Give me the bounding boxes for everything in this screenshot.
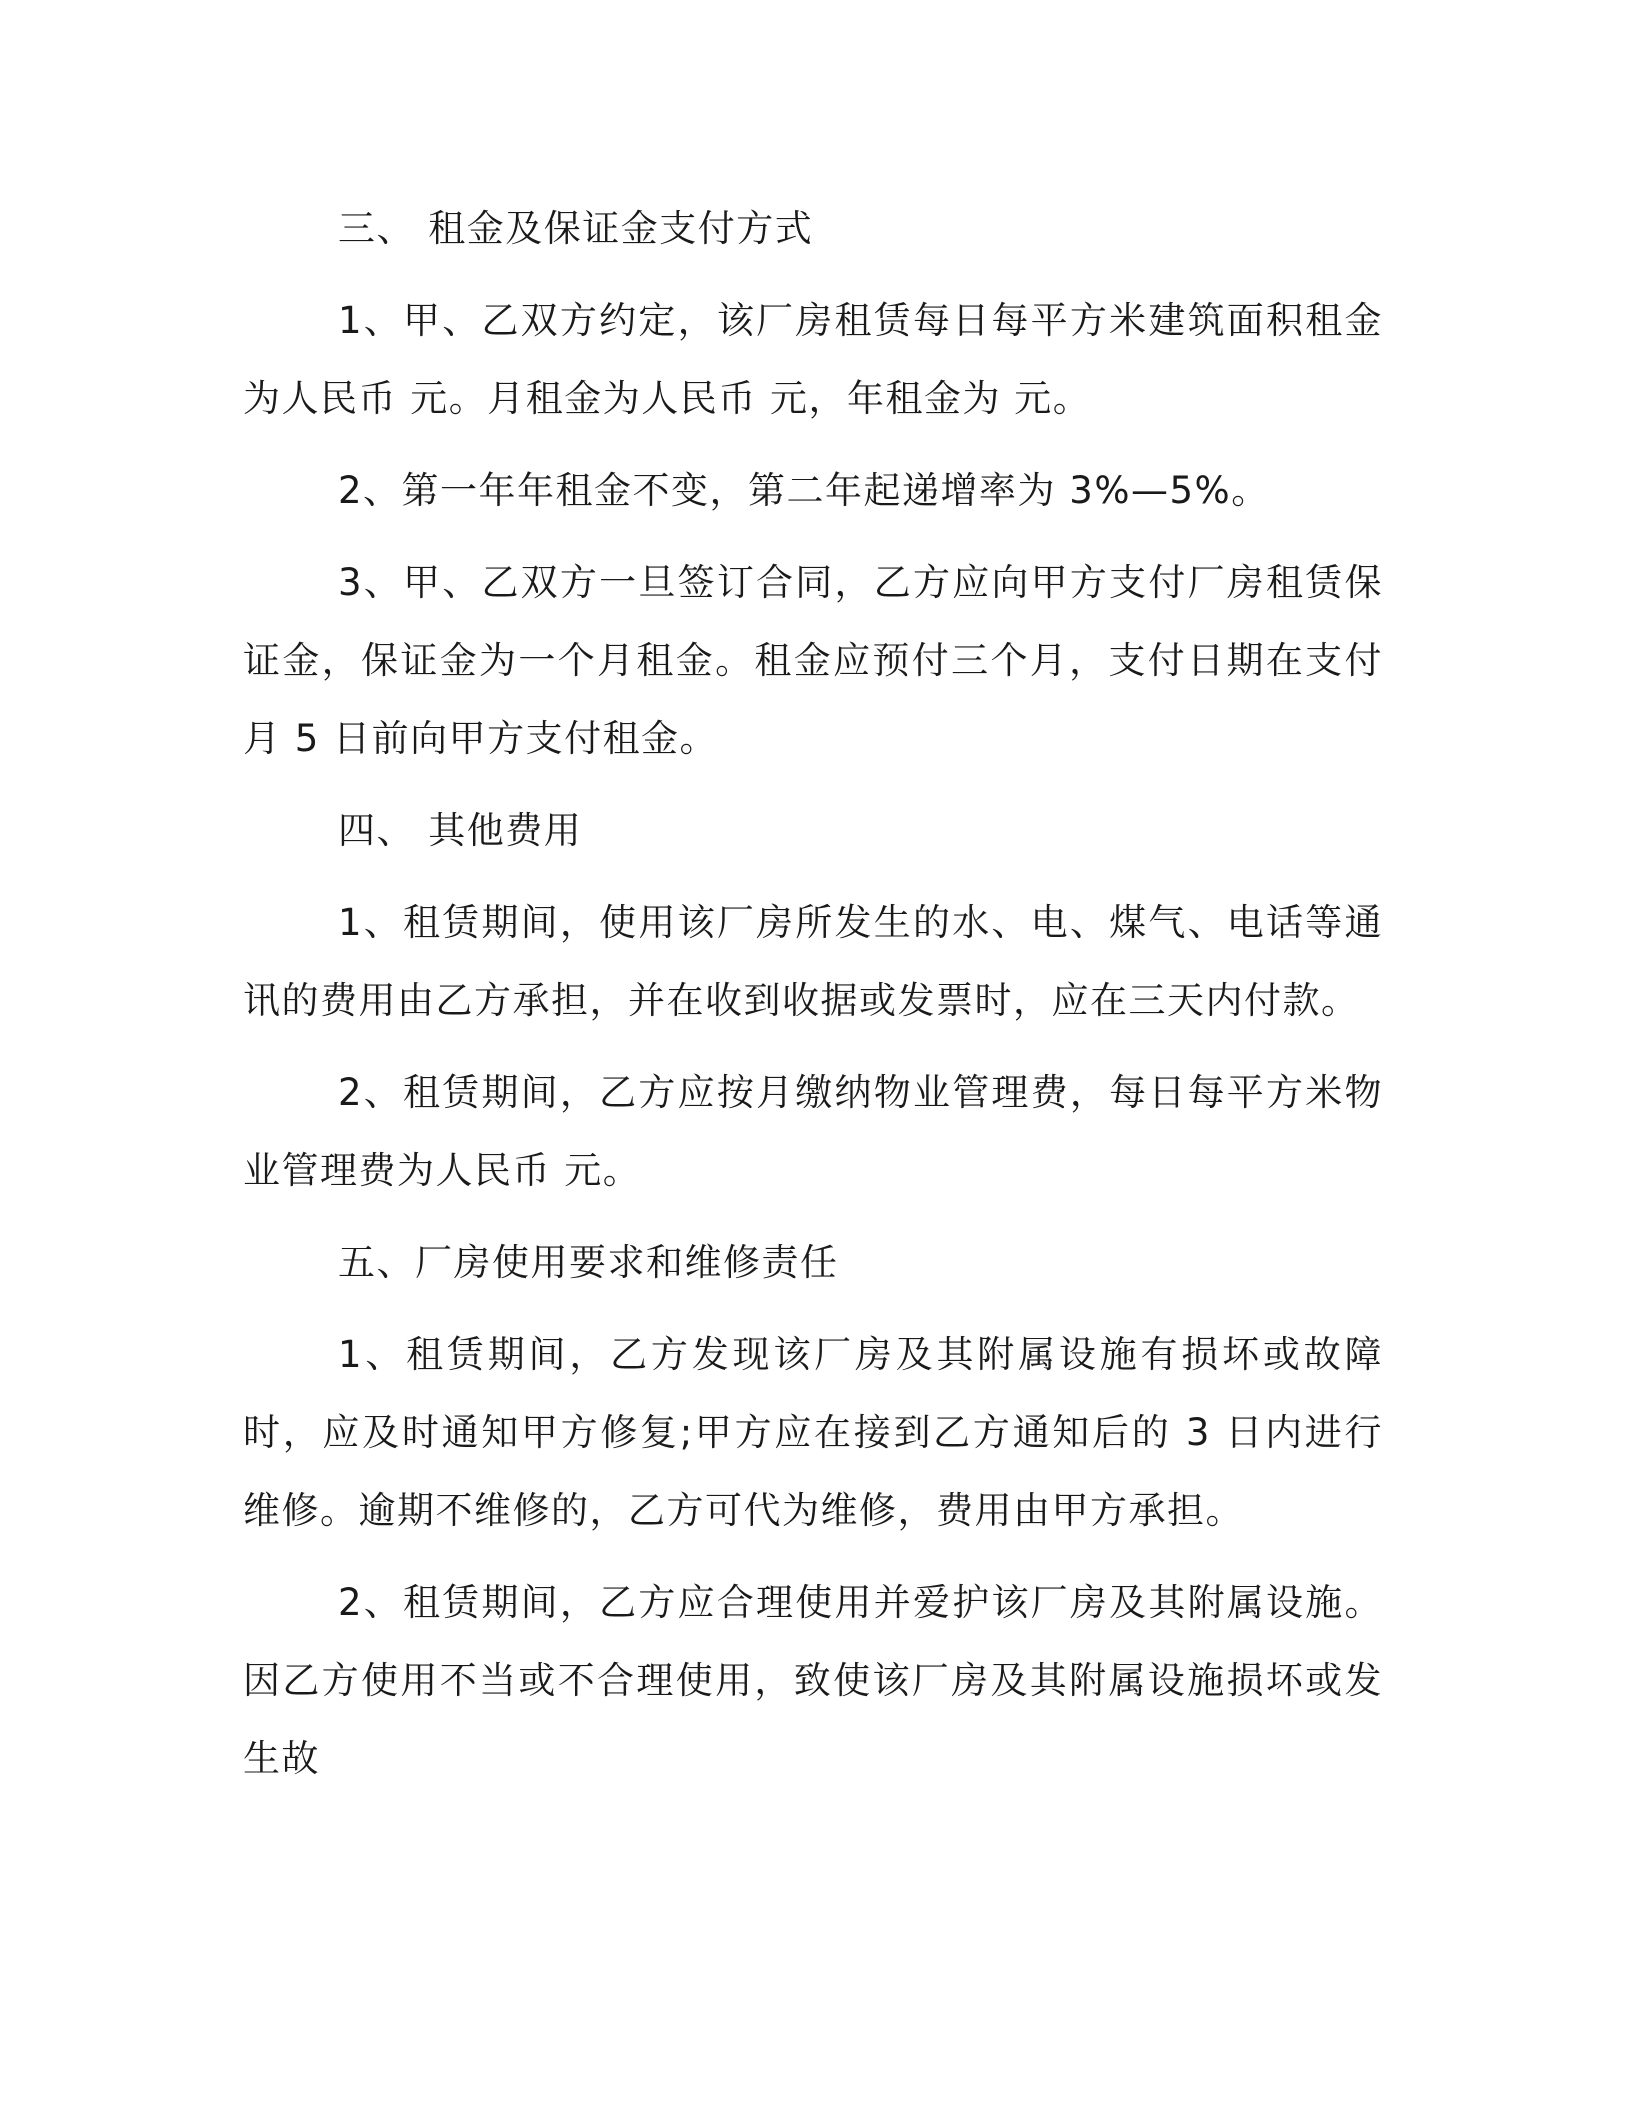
section-heading-maintenance: 五、厂房使用要求和维修责任 [338, 1241, 839, 1284]
paragraph-repair-notice: 1、租赁期间，乙方发现该厂房及其附属设施有损坏或故障时，应及时通知甲方修复;甲方应在接到乙方通知后的 3 日内进行维修。逾期不维修的，乙方可代为维修，费用由甲方承担。 [243, 1333, 1383, 1532]
section-heading-other-fees: 四、 其他费用 [338, 809, 583, 852]
paragraph-utilities: 1、租赁期间，使用该厂房所发生的水、电、煤气、电话等通讯的费用由乙方承担，并在收到收据或发票时，应在三天内付款。 [243, 901, 1383, 1022]
document-body [243, 190, 1383, 1812]
section-heading-rent-deposit: 三、 租金及保证金支付方式 [338, 207, 814, 250]
paragraph-property-fee: 2、租赁期间，乙方应按月缴纳物业管理费，每日每平方米物业管理费为人民币 元。 [243, 1071, 1383, 1192]
paragraph-proper-use: 2、租赁期间，乙方应合理使用并爱护该厂房及其附属设施。因乙方使用不当或不合理使用，致使该厂房及其附属设施损坏或发生故 [243, 1581, 1383, 1780]
paragraph-deposit: 3、甲、乙双方一旦签订合同，乙方应向甲方支付厂房租赁保证金，保证金为一个月租金。租金应预付三个月，支付日期在支付月 5 日前向甲方支付租金。 [243, 561, 1383, 760]
paragraph-rent-increase: 2、第一年年租金不变，第二年起递增率为 3%—5%。 [338, 469, 1270, 512]
paragraph-rent-amount: 1、甲、乙双方约定，该厂房租赁每日每平方米建筑面积租金为人民币 元。月租金为人民币 元，年租金为 元。 [243, 299, 1383, 420]
